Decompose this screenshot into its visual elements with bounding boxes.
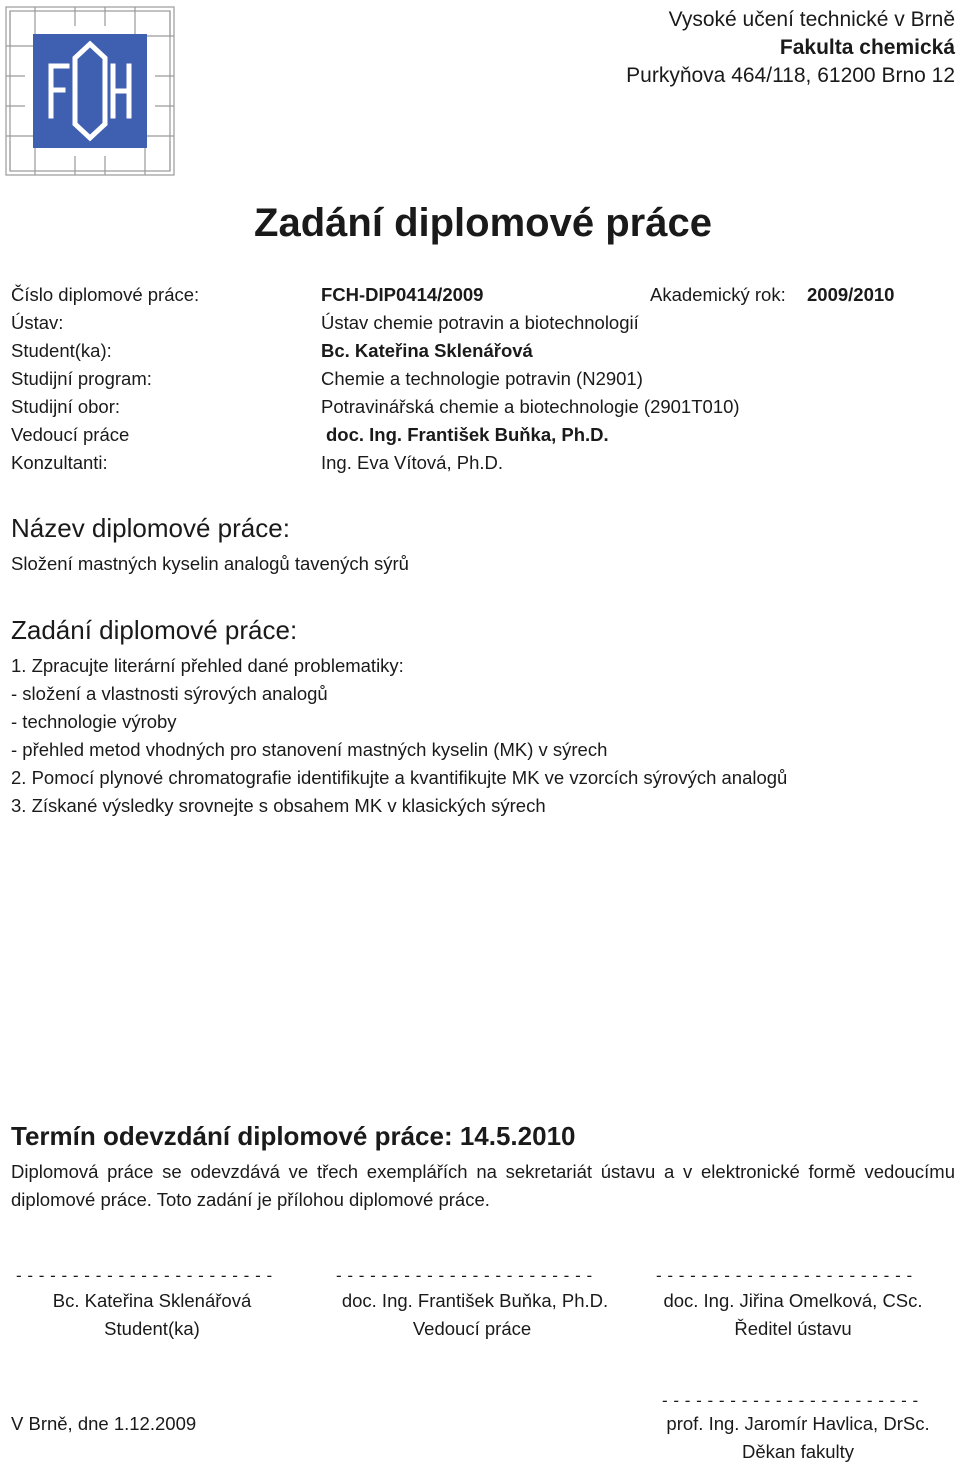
deadline-text: Diplomová práce se odevzdává ve třech exemplářích na sekretariát ústavu a v elektronické formě vedoucímu diplomové práce. Toto zadání je přílohou diplomové práce. [11, 1161, 955, 1210]
dean-signature-name: prof. Ing. Jaromír Havlica, DrSc. [666, 1413, 930, 1434]
signature-line-dean: - - - - - - - - - - - - - - - - - - - - - - - [662, 1391, 919, 1410]
faculty-name: Fakulta chemická [779, 36, 955, 59]
institute-label: Ústav: [11, 312, 64, 333]
page-title: Zadání diplomové práce [254, 201, 712, 245]
signature-line-director: - - - - - - - - - - - - - - - - - - - - - - - [656, 1266, 913, 1285]
consultants-label: Konzultanti: [11, 452, 108, 473]
signature-line-supervisor: - - - - - - - - - - - - - - - - - - - - - - - [336, 1266, 593, 1285]
study-program-label: Studijní program: [11, 368, 152, 389]
assignment-line: 2. Pomocí plynové chromatografie identifikujte a kvantifikujte MK ve vzorcích sýrových analogů [11, 767, 788, 788]
director-signature-name: doc. Ing. Jiřina Omelková, CSc. [663, 1290, 923, 1311]
place-date: V Brně, dne 1.12.2009 [11, 1413, 197, 1434]
assignment-line: 3. Získané výsledky srovnejte s obsahem MK v klasických sýrech [11, 795, 546, 816]
dean-signature-role: Děkan fakulty [741, 1441, 855, 1462]
assignment-line: - technologie výroby [11, 711, 177, 732]
deadline-heading: Termín odevzdání diplomové práce: 14.5.2010 [11, 1121, 576, 1151]
faculty-address: Purkyňova 464/118, 61200 Brno 12 [626, 64, 955, 87]
supervisor-signature-role: Vedoucí práce [412, 1318, 532, 1339]
svg-text:FCH: FCH [90, 166, 93, 167]
academic-year-value: 2009/2010 [807, 284, 895, 305]
thesis-name-heading: Název diplomové práce: [11, 513, 290, 543]
signature-line-student: - - - - - - - - - - - - - - - - - - - - - - - [16, 1266, 273, 1285]
student-signature-name: Bc. Kateřina Sklenářová [52, 1290, 252, 1311]
institute-value: Ústav chemie potravin a biotechnologií [321, 312, 639, 333]
assignment-heading: Zadání diplomové práce: [11, 615, 298, 645]
assignment-line: 1. Zpracujte literární přehled dané problematiky: [11, 655, 404, 676]
supervisor-label: Vedoucí práce [11, 424, 130, 445]
study-program-value: Chemie a technologie potravin (N2901) [321, 368, 643, 389]
assignment-line: - přehled metod vhodných pro stanovení mastných kyselin (MK) v sýrech [11, 739, 608, 760]
supervisor-signature-name: doc. Ing. František Buňka, Ph.D. [341, 1290, 609, 1311]
thesis-name-value: Složení mastných kyselin analogů tavených sýrů [11, 553, 409, 574]
study-field-label: Studijní obor: [11, 396, 121, 417]
student-label: Student(ka): [11, 340, 112, 361]
consultants-value: Ing. Eva Vítová, Ph.D. [321, 452, 504, 473]
university-name: Vysoké učení technické v Brně [668, 8, 955, 31]
director-signature-role: Ředitel ústavu [734, 1318, 852, 1339]
thesis-number-label: Číslo diplomové práce: [11, 284, 200, 305]
study-field-value: Potravinářská chemie a biotechnologie (2901T010) [321, 396, 740, 417]
thesis-number-value: FCH-DIP0414/2009 [321, 284, 484, 305]
supervisor-value: doc. Ing. František Buňka, Ph.D. [326, 424, 609, 445]
student-value: Bc. Kateřina Sklenářová [321, 340, 533, 361]
faculty-logo [5, 6, 175, 176]
academic-year-label: Akademický rok: [650, 284, 786, 305]
student-signature-role: Student(ka) [104, 1318, 200, 1339]
assignment-line: - složení a vlastnosti sýrových analogů [11, 683, 328, 704]
